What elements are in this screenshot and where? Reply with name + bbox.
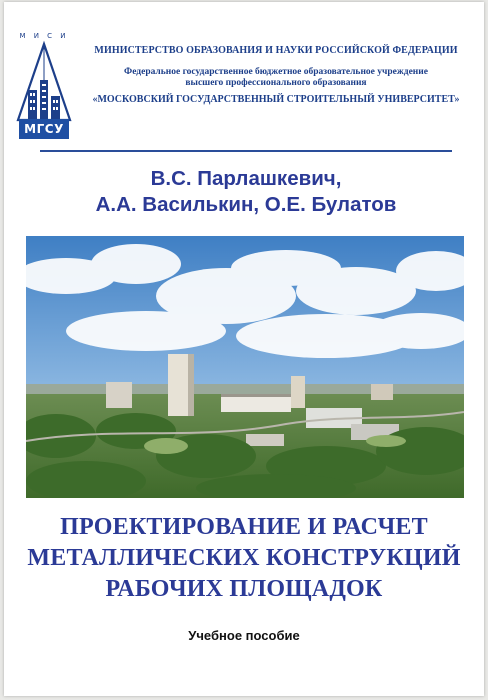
federal-institution-line: Федеральное государственное бюджетное образовательное учреждение [124, 67, 428, 77]
book-cover [4, 2, 484, 696]
publisher-header [82, 44, 470, 106]
ministry-line: МИНИСТЕРСТВО ОБРАЗОВАНИЯ И НАУКИ РОССИЙСКОЙ ФЕДЕРАЦИИ [94, 45, 458, 56]
publication-type: Учебное пособие [188, 628, 300, 643]
university-logo [14, 32, 74, 144]
logo-building-icon [14, 40, 74, 128]
authors [44, 166, 448, 218]
book-title [24, 512, 464, 605]
logo-mgsu-badge: МГСУ [19, 119, 69, 139]
university-name: «МОСКОВСКИЙ ГОСУДАРСТВЕННЫЙ СТРОИТЕЛЬНЫЙ УНИВЕРСИТЕТ» [92, 94, 460, 105]
title-line-1: ПРОЕКТИРОВАНИЕ И РАСЧЕТ [60, 514, 428, 540]
authors-line-1: В.С. Парлашкевич, [150, 167, 342, 190]
logo-misi-text: М И С И [19, 32, 69, 40]
header-divider [40, 150, 452, 152]
title-line-2: МЕТАЛЛИЧЕСКИХ КОНСТРУКЦИЙ [27, 545, 461, 571]
title-line-3: РАБОЧИХ ПЛОЩАДОК [105, 576, 383, 602]
higher-education-line: высшего профессионального образования [185, 78, 367, 88]
authors-line-2: А.А. Василькин, О.Е. Булатов [95, 193, 397, 216]
campus-aerial-photo [26, 236, 464, 498]
